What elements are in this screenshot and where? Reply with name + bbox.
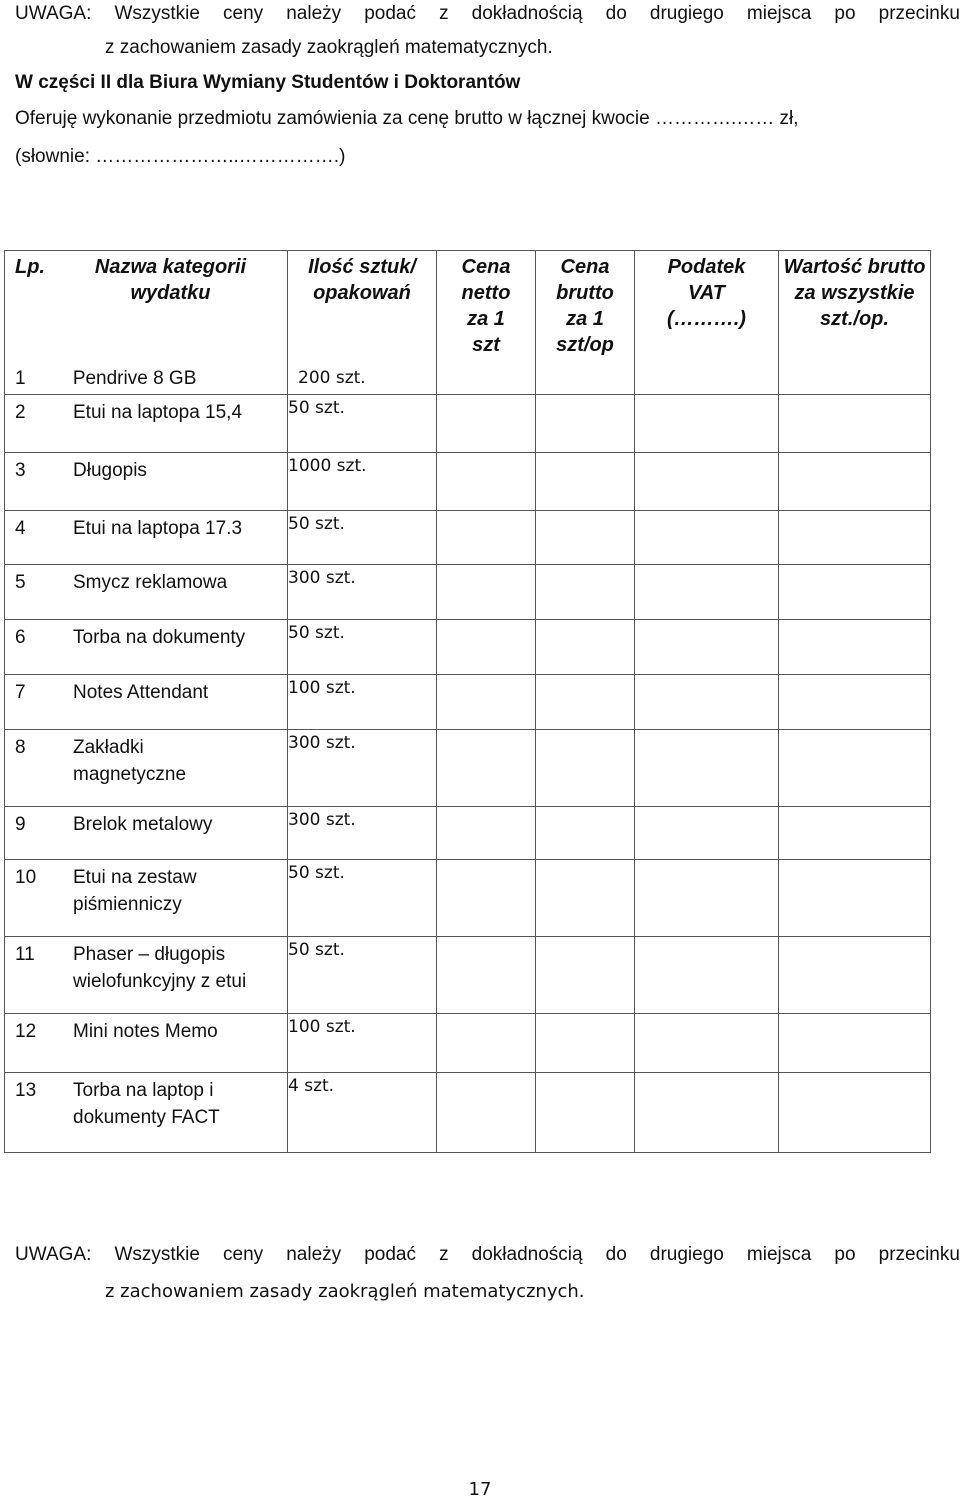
empty-cell — [779, 565, 931, 620]
empty-cell — [635, 511, 779, 565]
empty-cell — [635, 807, 779, 860]
row-lp: 13 — [15, 1080, 37, 1101]
table-row — [5, 1073, 931, 1153]
row-label-cell — [5, 730, 288, 807]
empty-cell — [779, 675, 931, 730]
notice-word: do — [605, 1244, 627, 1265]
table-row — [5, 1014, 931, 1073]
empty-cell — [437, 1073, 536, 1153]
empty-cell — [635, 730, 779, 807]
table-row — [5, 511, 931, 565]
header-total: Wartość brutto za wszystkie szt./op. — [779, 251, 931, 395]
row-qty: 50 szt. — [288, 395, 437, 453]
notice-word: dokładnością — [471, 3, 583, 24]
empty-cell — [536, 1014, 635, 1073]
merged-header-cell — [5, 251, 288, 395]
row-label-cell — [5, 620, 288, 675]
notice-word: UWAGA: — [15, 1244, 92, 1265]
row-lp: 5 — [15, 572, 26, 593]
table-row — [5, 730, 931, 807]
row-name: Etui na laptopa 17.3 — [73, 518, 243, 539]
row-lp: 11 — [15, 944, 35, 965]
row-label-cell — [5, 1014, 288, 1073]
notice-word: miejsca — [746, 3, 812, 24]
empty-cell — [536, 395, 635, 453]
empty-cell — [635, 453, 779, 511]
table-row — [5, 395, 931, 453]
row-label-cell — [5, 511, 288, 565]
row-label-cell — [5, 807, 288, 860]
row-lp: 4 — [15, 518, 26, 539]
row-qty: 300 szt. — [288, 730, 437, 807]
row-name: Zakładki magnetyczne — [73, 737, 187, 785]
empty-cell — [779, 620, 931, 675]
notice-word: przecinku — [878, 3, 960, 24]
notice-word: po — [834, 1244, 856, 1265]
empty-cell — [779, 453, 931, 511]
empty-cell — [437, 565, 536, 620]
row-label-cell — [5, 395, 288, 453]
row-label-cell — [5, 1073, 288, 1153]
notice-line-2: z zachowaniem zasady zaokrągleń matematycznych. — [105, 37, 553, 58]
notice-word: do — [605, 3, 627, 24]
row-label-cell — [5, 937, 288, 1014]
table-row — [5, 675, 931, 730]
header-qty: Ilość sztuk/ opakowań — [308, 256, 416, 304]
row-lp: 1 — [15, 368, 26, 389]
empty-cell — [437, 860, 536, 937]
empty-cell — [635, 860, 779, 937]
notice-word: ceny — [223, 3, 264, 24]
notice-bottom-line-1 — [15, 1243, 960, 1267]
notice-word: ceny — [223, 1244, 264, 1265]
notice-word: przecinku — [878, 1244, 960, 1265]
part-heading: W części II dla Biura Wymiany Studentów i Doktorantów — [15, 72, 521, 93]
empty-cell — [779, 730, 931, 807]
empty-cell — [437, 511, 536, 565]
empty-cell — [635, 565, 779, 620]
table-row — [5, 453, 931, 511]
notice-word: należy — [286, 3, 342, 24]
notice-word: podać — [364, 3, 417, 24]
empty-cell — [536, 675, 635, 730]
table-row — [5, 937, 931, 1014]
table-row — [5, 620, 931, 675]
row-name: Brelok metalowy — [73, 814, 213, 835]
empty-cell — [536, 565, 635, 620]
row-qty: 300 szt. — [288, 807, 437, 860]
empty-cell — [635, 937, 779, 1014]
empty-cell — [437, 620, 536, 675]
empty-cell — [779, 395, 931, 453]
header-vat: Podatek VAT (……….) — [635, 251, 779, 395]
empty-cell — [536, 453, 635, 511]
empty-cell — [536, 860, 635, 937]
row-lp: 6 — [15, 627, 26, 648]
table-row — [5, 565, 931, 620]
empty-cell — [779, 1073, 931, 1153]
row-lp: 8 — [15, 737, 26, 758]
row-lp: 7 — [15, 682, 26, 703]
row-label-cell — [5, 453, 288, 511]
notice-word: Wszystkie — [114, 1244, 200, 1265]
row-qty: 100 szt. — [288, 675, 437, 730]
row-name: Phaser – długopis wielofunkcyjny z etui — [73, 944, 247, 992]
header-lp: Lp. — [15, 256, 45, 278]
items-table — [4, 250, 931, 1153]
empty-cell — [635, 395, 779, 453]
empty-cell — [536, 620, 635, 675]
empty-cell — [437, 395, 536, 453]
row-name: Mini notes Memo — [73, 1021, 218, 1042]
notice-word: dokładnością — [471, 1244, 583, 1265]
empty-cell — [437, 675, 536, 730]
notice-word: drugiego — [649, 1244, 724, 1265]
row-name: Długopis — [73, 460, 147, 481]
notice-word: miejsca — [746, 1244, 812, 1265]
table-row — [5, 365, 287, 392]
notice-word: po — [834, 3, 856, 24]
empty-cell — [437, 730, 536, 807]
table-header-row — [5, 251, 931, 395]
notice-word: drugiego — [649, 3, 724, 24]
row-qty: 300 szt. — [288, 565, 437, 620]
empty-cell — [779, 937, 931, 1014]
row-label-cell — [5, 860, 288, 937]
empty-cell — [536, 1073, 635, 1153]
row-qty: 50 szt. — [288, 937, 437, 1014]
row-qty: 1000 szt. — [288, 453, 437, 511]
empty-cell — [635, 1073, 779, 1153]
empty-cell — [779, 1014, 931, 1073]
notice-word: UWAGA: — [15, 3, 92, 24]
empty-cell — [635, 620, 779, 675]
notice-word: z — [439, 3, 449, 24]
header-name: Nazwa kategorii wydatku — [94, 256, 247, 304]
empty-cell — [536, 937, 635, 1014]
empty-cell — [536, 511, 635, 565]
notice-line-1 — [15, 2, 960, 26]
offer-amount-line: Oferuję wykonanie przedmiotu zamówienia za cenę brutto w łącznej kwocie ………….…… zł, — [15, 108, 799, 129]
empty-cell — [779, 860, 931, 937]
row-label-cell — [5, 675, 288, 730]
header-gross: Cena brutto za 1 szt/op — [536, 251, 635, 395]
notice-bottom-line-2: z zachowaniem zasady zaokrągleń matematycznych. — [105, 1281, 585, 1302]
row-qty: 100 szt. — [288, 1014, 437, 1073]
empty-cell — [536, 730, 635, 807]
page-number: 17 — [468, 1479, 492, 1500]
empty-cell — [437, 807, 536, 860]
row-qty: 200 szt. — [298, 368, 366, 388]
row-lp: 2 — [15, 402, 26, 423]
row-lp: 9 — [15, 814, 26, 835]
empty-cell — [635, 675, 779, 730]
row-lp: 10 — [15, 867, 37, 888]
row-qty: 50 szt. — [288, 860, 437, 937]
offer-words-line: (słownie: …………………..…………….) — [15, 146, 346, 167]
row-name: Notes Attendant — [73, 682, 209, 703]
row-qty: 4 szt. — [288, 1073, 437, 1153]
row-name: Etui na zestaw piśmienniczy — [73, 867, 197, 915]
empty-cell — [779, 511, 931, 565]
row-name: Smycz reklamowa — [73, 572, 228, 593]
notice-word: należy — [286, 1244, 342, 1265]
row-name: Torba na dokumenty — [73, 627, 246, 648]
empty-cell — [635, 1014, 779, 1073]
header-qty-cell — [288, 251, 437, 395]
table-row — [5, 860, 931, 937]
notice-word: podać — [364, 1244, 417, 1265]
empty-cell — [536, 807, 635, 860]
row-name: Torba na laptop i dokumenty FACT — [73, 1080, 220, 1128]
notice-word: z — [439, 1244, 449, 1265]
row-qty: 50 szt. — [288, 511, 437, 565]
header-net: Cena netto za 1 szt — [437, 251, 536, 395]
notice-word: Wszystkie — [114, 3, 200, 24]
empty-cell — [779, 807, 931, 860]
row-name: Etui na laptopa 15,4 — [73, 402, 243, 423]
table-row — [5, 807, 931, 860]
row-qty: 50 szt. — [288, 620, 437, 675]
empty-cell — [437, 453, 536, 511]
row-lp: 12 — [15, 1021, 37, 1042]
empty-cell — [437, 1014, 536, 1073]
row-label-cell — [5, 565, 288, 620]
row-lp: 3 — [15, 460, 26, 481]
row-name: Pendrive 8 GB — [72, 368, 197, 389]
empty-cell — [437, 937, 536, 1014]
